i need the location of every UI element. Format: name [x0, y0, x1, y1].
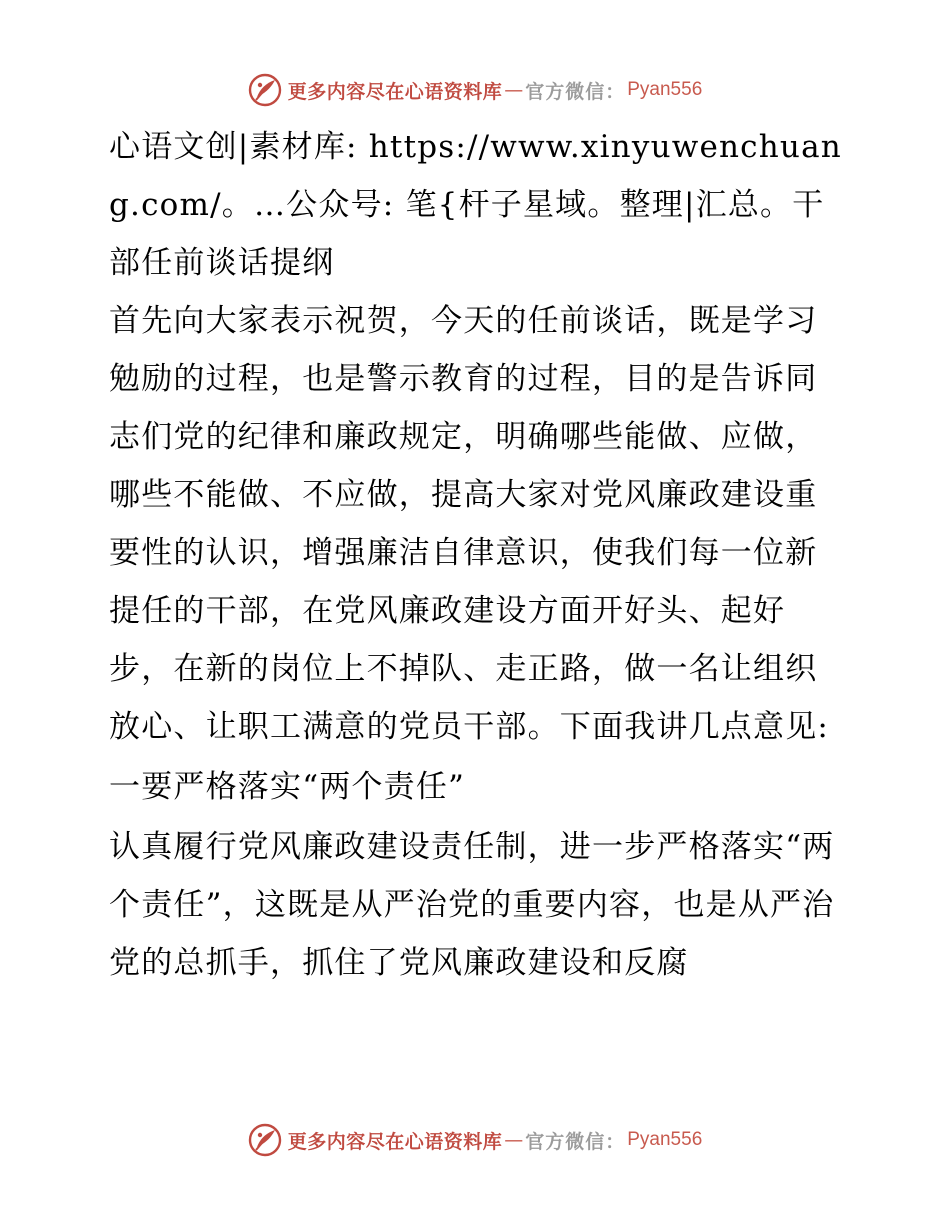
body-paragraph: 认真履行党风廉政建设责任制，进一步严格落实“两个责任”，这既是从严治党的重要内容，也是从严治党的总抓手，抓住了党风廉政建设和反腐 — [109, 829, 835, 981]
body-paragraph: 首先向大家表示祝贺，今天的任前谈话，既是学习勉励的过程，也是警示教育的过程，目的是告诉同志们党的纪律和廉政规定，明确哪些能做、应做，哪些不能做、不应做，提高大家对党风廉政建设重要性的认识，增强廉洁自律意识，使我们每一位新提任的干部，在党风廉政建设方面开好头、起好步，在新的岗位上不掉队、走正路，做一名让组织放心、让职工满意的党员干部。下面我讲几点意见: — [109, 303, 830, 745]
document-heading-paragraph: 心语文创|素材库: https://www.xinyuwenchuang.com/。…公众号: 笔{杆子星域。整理|汇总。干部任前谈话提纲 — [109, 129, 842, 281]
section-heading: 一要严格落实“两个责任” — [109, 769, 466, 805]
watermark-sub-text: 官方微信： — [525, 1130, 626, 1153]
watermark-dash: — — [504, 79, 524, 101]
watermark-footer — [0, 1120, 950, 1160]
watermark-wechat-id: Pyan556 — [627, 79, 703, 100]
watermark-header — [0, 70, 950, 110]
quill-logo-icon — [248, 73, 282, 107]
watermark-main-text: 更多内容尽在心语资料库 — [287, 80, 503, 103]
document-body — [97, 118, 849, 992]
watermark-sub-text: 官方微信： — [525, 80, 626, 103]
watermark-wechat-id: Pyan556 — [627, 1129, 703, 1150]
watermark-dash: — — [504, 1129, 524, 1151]
quill-logo-icon — [248, 1123, 282, 1157]
watermark-main-text: 更多内容尽在心语资料库 — [287, 1130, 503, 1153]
